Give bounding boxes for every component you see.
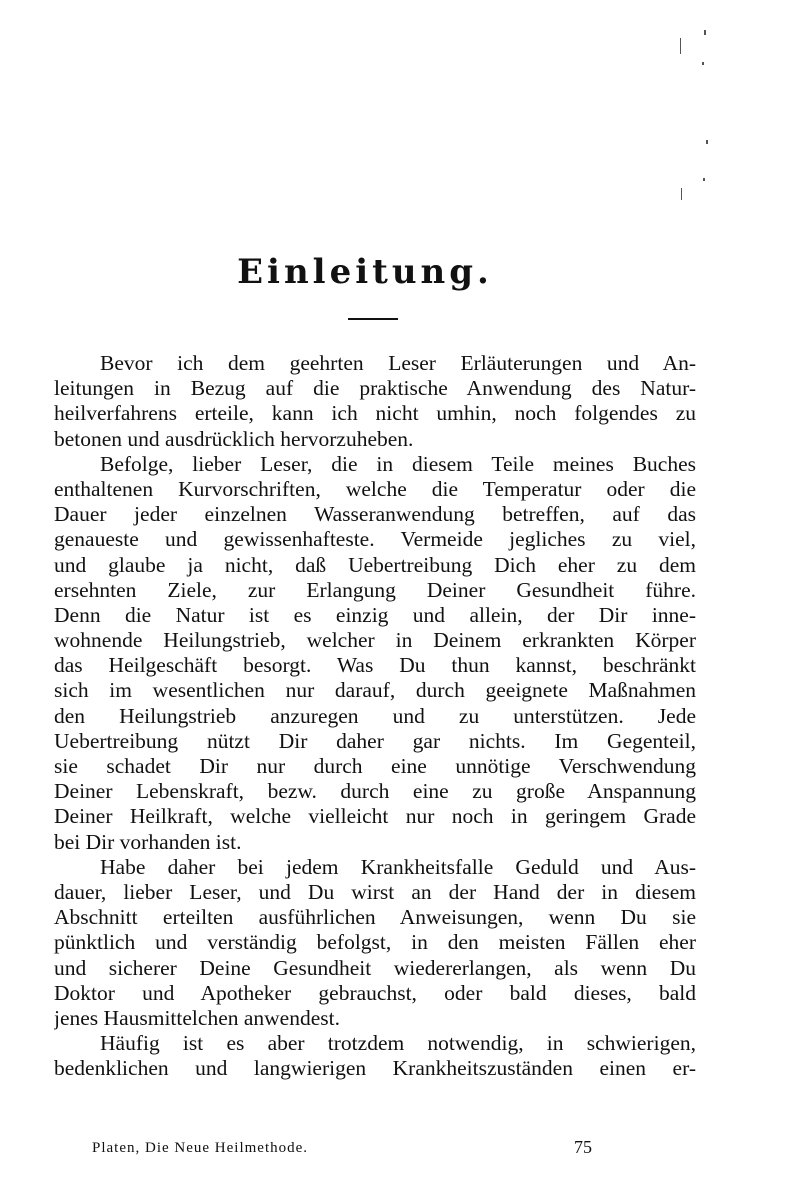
scan-speck: [703, 178, 705, 181]
text-line: und glaube ja nicht, daß Uebertreibung Dich eher zu dem: [54, 552, 696, 577]
text-line: genaueste und gewissenhafteste. Vermeide jegliches zu viel,: [54, 527, 696, 552]
scan-speck: [704, 30, 706, 35]
page-number: 75: [574, 1137, 592, 1157]
paragraph: [54, 351, 696, 452]
chapter-title: Einleitung.: [237, 252, 493, 292]
text-line: pünktlich und verständig befolgst, in den meisten Fällen eher: [54, 930, 696, 955]
paragraph: [54, 1031, 696, 1081]
text-line: bedenklichen und langwierigen Krankheitszuständen einen er-: [54, 1056, 696, 1081]
text-line: Deiner Heilkraft, welche vielleicht nur noch in geringem Grade: [54, 804, 696, 829]
title-rule: [348, 318, 398, 320]
text-line: enthaltenen Kurvorschriften, welche die Temperatur oder die: [54, 476, 696, 501]
text-line: Häufig ist es aber trotzdem notwendig, in schwierigen,: [100, 1031, 696, 1056]
text-line: Deiner Lebenskraft, bezw. durch eine zu große Anspannung: [54, 779, 696, 804]
text-line: sich im wesentlichen nur darauf, durch geeignete Maßnahmen: [54, 678, 696, 703]
text-line: ersehnten Ziele, zur Erlangung Deiner Gesundheit führe.: [54, 577, 696, 602]
scan-speck: [680, 38, 681, 54]
text-line: und sicherer Deine Gesundheit wiedererlangen, als wenn Du: [54, 955, 696, 980]
text-line: bei Dir vorhanden ist.: [54, 829, 242, 854]
text-line: Uebertreibung nützt Dir daher gar nichts. Im Gegenteil,: [54, 728, 696, 753]
text-line: Habe daher bei jedem Krankheitsfalle Geduld und Aus-: [100, 854, 696, 879]
scan-speck: [702, 62, 704, 65]
footer-book-title: Platen, Die Neue Heilmethode.: [92, 1140, 309, 1156]
text-line: sie schadet Dir nur durch eine unnötige Verschwendung: [54, 754, 696, 778]
text-line: den Heilungstrieb anzuregen und zu unterstützen. Jede: [54, 703, 696, 728]
text-line: wohnende Heilungstrieb, welcher in Deinem erkrankten Körper: [54, 628, 696, 653]
text-line: heilverfahrens erteile, kann ich nicht umhin, noch folgendes zu: [54, 401, 696, 426]
text-line: leitungen in Bezug auf die praktische Anwendung des Natur-: [54, 376, 696, 401]
text-line: Denn die Natur ist es einzig und allein, der Dir inne-: [54, 602, 696, 627]
body-text: [54, 351, 696, 1081]
text-line: dauer, lieber Leser, und Du wirst an der Hand der in diesem: [54, 879, 696, 904]
scan-speck: [706, 140, 708, 144]
text-line: betonen und ausdrücklich hervorzuheben.: [54, 426, 414, 451]
scan-speck: [681, 188, 682, 200]
paragraph: [54, 855, 696, 1031]
paragraph: [54, 452, 696, 855]
text-line: Befolge, lieber Leser, die in diesem Teile meines Buches: [100, 451, 696, 476]
text-line: Abschnitt erteilten ausführlichen Anweisungen, wenn Du sie: [54, 905, 696, 930]
text-line: das Heilgeschäft besorgt. Was Du thun kannst, beschränkt: [54, 653, 696, 678]
text-line: Dauer jeder einzelnen Wasseranwendung betreffen, auf das: [54, 502, 696, 527]
text-line: Bevor ich dem geehrten Leser Erläuterungen und An-: [100, 351, 696, 375]
text-line: jenes Hausmittelchen anwendest.: [54, 1005, 340, 1030]
text-line: Doktor und Apotheker gebrauchst, oder bald dieses, bald: [54, 980, 696, 1005]
